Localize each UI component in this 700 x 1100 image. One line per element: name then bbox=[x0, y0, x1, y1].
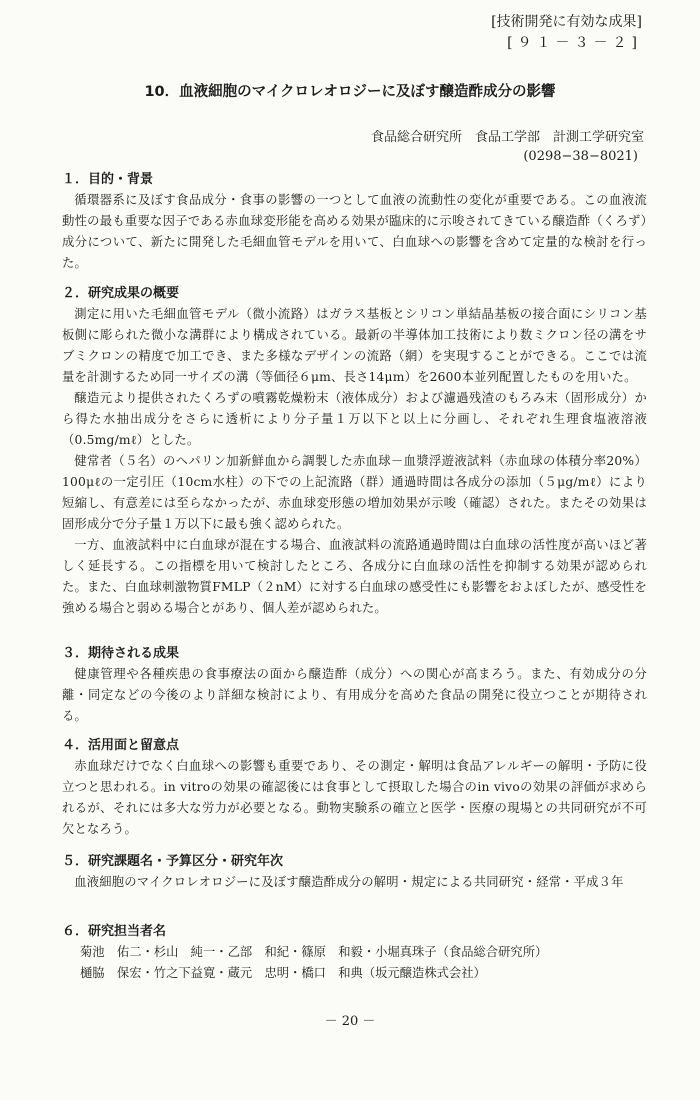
section-heading: ４．活用面と留意点 bbox=[62, 738, 180, 753]
paragraph: 血液細胞のマイクロレオロジーに及ぼす醸造酢成分の解明・規定による共同研究・経常・平成３年 bbox=[74, 875, 624, 889]
section-expected-results bbox=[62, 644, 647, 727]
researcher-line: 樋脇 保宏・竹之下益寛・蔵元 忠明・橋口 和典（坂元醸造株式会社） bbox=[80, 966, 486, 980]
paragraph: 赤血球だけでなく白血球への影響も重要であり、その測定・解明は食品アレルギーの解明・予防に役立つと思われる。in vitroの効果の確認後には食事として摂取した場合のin vivoの効果の評価が求められるが、それには多大な労力が必要となる。動物実験系の確立と医学・医療の現場との共同研究が不可欠となろう。 bbox=[62, 759, 647, 836]
report-code: [９１－３－２] bbox=[507, 35, 642, 51]
paragraph: 一方、血液試料中に白血球が混在する場合、血液試料の流路通過時間は白血球の活性度が高いほど著しく延長する。この指標を用いて検討したところ、各成分に白血球の活性を抑制する効果が認められた。また、白血球刺激物質FMLP（２nM）に対する白血球の感受性にも影響をおよぼしたが、感受性を強める場合と弱める場合とがあり、個人差が認められた。 bbox=[62, 538, 647, 615]
page-title: 10．血液細胞のマイクロレオロジーに及ぼす醸造酢成分の影響 bbox=[144, 84, 556, 100]
section-heading: １．目的・背景 bbox=[62, 172, 154, 187]
paragraph: 健康管理や各種疾患の食事療法の面から醸造酢（成分）への関心が高まろう。また、有効成分の分離・同定などの今後のより詳細な検討により、有用成分を高めた食品の開発に役立つことが期待される。 bbox=[62, 667, 647, 723]
paragraph: 醸造元より提供されたくろずの噴霧乾燥粉末（液体成分）および濾過残渣のもろみ末（固形成分）から得た水抽出成分をさらに透析により分子量１万以下と以上に分画し、それぞれ生理食塩液溶液（0.5mg/mℓ）とした。 bbox=[62, 391, 647, 447]
section-applications bbox=[62, 736, 647, 840]
paragraph: 測定に用いた毛細血管モデル（微小流路）はガラス基板とシリコン単結晶基板の接合面にシリコン基板側に彫られた微小な溝群により構成されている。最新の半導体加工技術により数ミクロン径の溝をサブミクロンの精度で加工でき、また多様なデザインの流路（網）を実現することができる。ここでは流量を計測するため同一サイズの溝（等価径６μm、長さ14μm）を2600本並列配置したものを用いた。 bbox=[62, 307, 647, 384]
affiliation-tel: (0298−38−8021) bbox=[523, 149, 638, 164]
paragraph: 循環器系に及ぼす食品成分・食事の影響の一つとして血液の流動性の変化が重要である。この血液流動性の最も重要な因子である赤血球変形能を高める効果が臨床的に示唆されてきている醸造酢（くろず）成分について、新たに開発した毛細血管モデルを用いて、白血球への影響を含めて定量的な検討を行った。 bbox=[62, 193, 647, 270]
page-number: － 20 － bbox=[324, 1014, 376, 1029]
category-label: [技術開発に有効な成果] bbox=[491, 14, 642, 30]
section-heading: ６．研究担当者名 bbox=[62, 924, 167, 939]
section-heading: ５．研究課題名・予算区分・研究年次 bbox=[62, 854, 284, 869]
report-category bbox=[491, 12, 642, 54]
affiliation bbox=[371, 128, 644, 166]
section-heading: ３．期待される成果 bbox=[62, 646, 180, 661]
section-purpose bbox=[62, 170, 647, 274]
section-project-info bbox=[62, 852, 647, 893]
paragraph: 健常者（５名）のヘパリン加新鮮血から調製した赤血球－血漿浮遊液試料（赤血球の体積分率20%）100μℓの一定引圧（10cm水柱）の下での上記流路（群）通過時間は各成分の添加（５μg/mℓ）により短縮し、有意差には至らなかったが、赤血球変形態の増加効果が示唆（確認）された。またその効果は固形成分で分子量１万以下に最も強く認められた。 bbox=[62, 454, 647, 531]
section-researchers bbox=[62, 922, 647, 984]
section-heading: ２．研究成果の概要 bbox=[62, 286, 180, 301]
affiliation-org: 食品総合研究所 食品工学部 計測工学研究室 bbox=[370, 130, 644, 145]
researcher-line: 菊池 佑二・杉山 純一・乙部 和紀・篠原 和毅・小堀真珠子（食品総合研究所） bbox=[80, 945, 548, 959]
section-results-summary bbox=[62, 284, 647, 619]
